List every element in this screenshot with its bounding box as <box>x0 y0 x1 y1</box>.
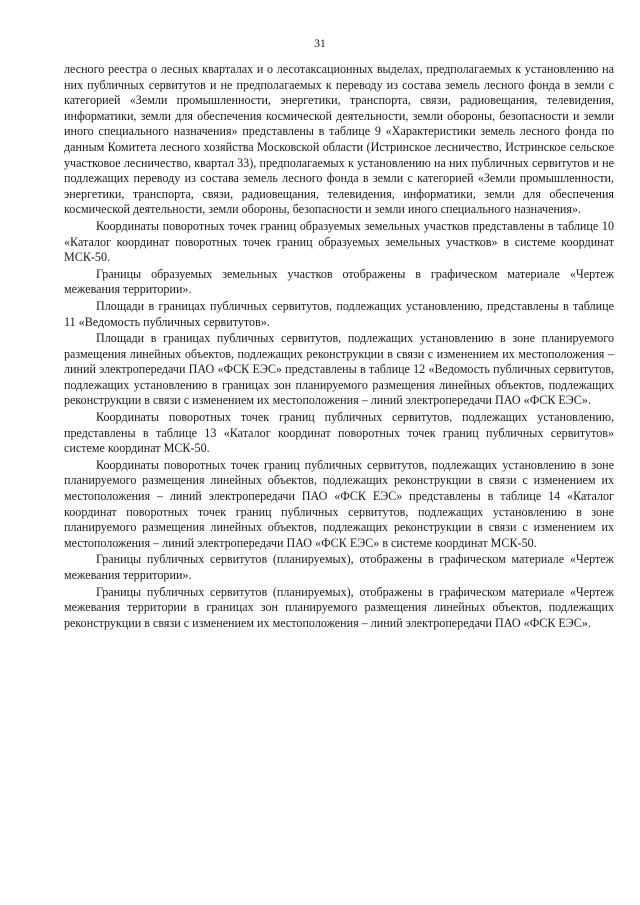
paragraph-forest-lands: лесного реестра о лесных кварталах и о лесотаксационных выделах, предполагаемых к установлению на них публичных сервитутов и не предполагаемых к переводу из состава земель лесного фонда в земли с категорией «Земли промышленности, энергетики, транспорта, связи, радиовещания, телевидения, информатики, земли для обеспечения космической деятельности, земли обороны, безопасности и земли иного специального назначения» представлены в таблице 9 «Характеристики земель лесного фонда по данным Комитета лесного хозяйства Московской области (Истринское лесничество, Истринское сельское участковое лесничество, квартал 33), предполагаемых к установлению на них публичных сервитутов и не подлежащих переводу из состава земель лесного фонда в земли с категорией «Земли промышленности, энергетики, транспорта, связи, радиовещания, телевидения, информатики, земли для обеспечения космической деятельности, земли обороны, безопасности и земли иного специального назначения». <box>64 62 614 217</box>
paragraph-servitude-coordinates: Координаты поворотных точек границ публичных сервитутов, подлежащих установлению, представлены в таблице 13 «Каталог координат поворотных точек границ публичных сервитутов» системе координат МСК-50. <box>64 410 614 456</box>
paragraph-land-plot-boundaries: Границы образуемых земельных участков отображены в графическом материале «Чертеж межевания территории». <box>64 266 614 297</box>
paragraph-servitude-coordinates-linear: Координаты поворотных точек границ публичных сервитутов, подлежащих установлению в зоне планируемого размещения линейных объектов, подлежащих реконструкции в связи с изменением их местоположения – линий электропередачи ПАО «ФСК ЕЭС» представлены в таблице 14 «Каталог координат поворотных точек границ публичных сервитутов, подлежащих установлению в зоне планируемого размещения линейных объектов, подлежащих реконструкции в связи с изменением их местоположения – линий электропередачи ПАО «ФСК ЕЭС» в системе координат МСК-50. <box>64 457 614 550</box>
paragraph-servitude-areas: Площади в границах публичных сервитутов, подлежащих установлению, представлены в таблице 11 «Ведомость публичных сервитутов». <box>64 298 614 329</box>
paragraph-land-plot-coordinates: Координаты поворотных точек границ образуемых земельных участков представлены в таблице 10 «Каталог координат поворотных точек границ образуемых земельных участков» в системе координат МСК-50. <box>64 218 614 265</box>
paragraph-servitude-areas-linear: Площади в границах публичных сервитутов, подлежащих установлению в зоне планируемого размещения линейных объектов, подлежащих реконструкции в связи с изменением их местоположения – линий электропередачи ПАО «ФСК ЕЭС» представлены в таблице 12 «Ведомость публичных сервитутов, подлежащих установлению в границах зон планируемого размещения линейных объектов, подлежащих реконструкции в связи с изменением их местоположения – линий электропередачи ПАО «ФСК ЕЭС». <box>64 331 614 408</box>
document-body <box>64 62 614 631</box>
page-number: 31 <box>314 38 326 50</box>
paragraph-servitude-boundaries-linear: Границы публичных сервитутов (планируемых), отображены в графическом материале «Чертеж межевания территории в границах зон планируемого размещения линейных объектов, подлежащих реконструкции в связи с изменением их местоположения – линий электропередачи ПАО «ФСК ЕЭС». <box>64 584 614 630</box>
paragraph-servitude-boundaries: Границы публичных сервитутов (планируемых), отображены в графическом материале «Чертеж межевания территории». <box>64 552 614 582</box>
